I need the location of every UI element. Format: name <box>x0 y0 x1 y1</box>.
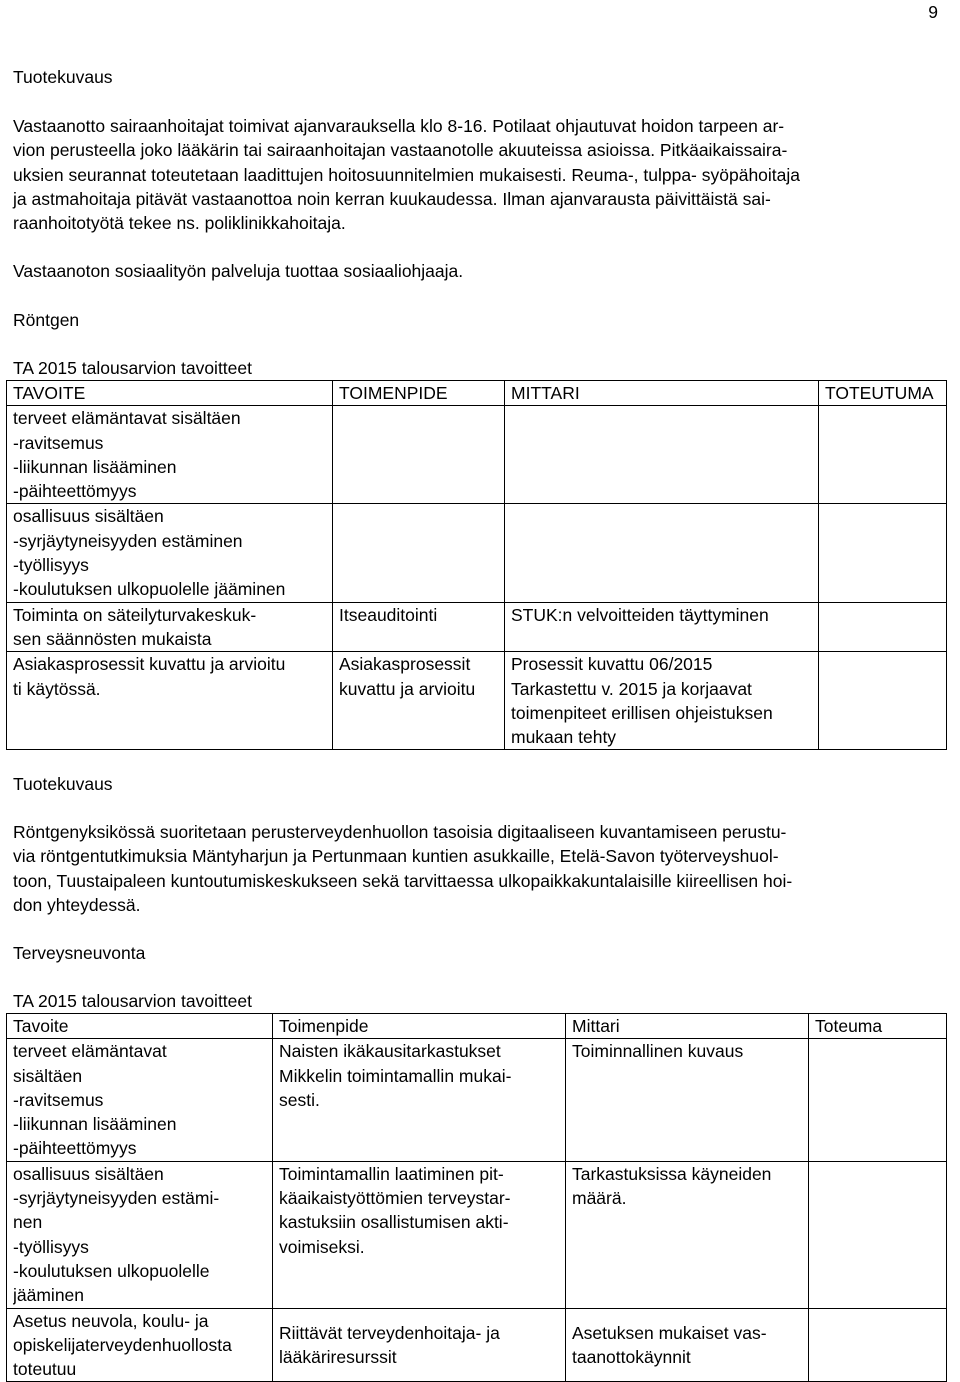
cell-line: -ravitsemus <box>13 432 104 453</box>
table-cell <box>566 1308 809 1382</box>
table-row <box>7 504 947 602</box>
cell-line: terveet elämäntavat sisältäen <box>13 408 241 429</box>
cell-line: Toiminnallinen kuvaus <box>572 1041 744 1062</box>
table-cell <box>7 1039 273 1161</box>
cell-line: Toiminta on säteilyturvakeskuk- <box>13 604 257 625</box>
table-cell <box>333 406 505 504</box>
cell-line: käaikaistyöttömien terveystar- <box>279 1188 511 1209</box>
table-cell <box>7 1161 273 1308</box>
header-cell: MITTARI <box>505 381 819 406</box>
table-title-terveysneuvonta: TA 2015 talousarvion tavoitteet <box>13 991 252 1011</box>
cell-line: Naisten ikäkausitarkastukset <box>279 1041 501 1062</box>
text-line: Vastaanotto sairaanhoitajat toimivat ajanvarauksella klo 8-16. Potilaat ohjautuvat hoidon tarpeen ar- <box>13 116 785 136</box>
table-cell <box>273 1039 566 1161</box>
table-cell <box>333 652 505 750</box>
cell-line: Tarkastuksissa käyneiden <box>572 1163 772 1184</box>
cell-line: ti käytössä. <box>13 678 101 699</box>
table-cell <box>505 652 819 750</box>
cell-line: -liikunnan lisääminen <box>13 456 177 477</box>
goals-table-rontgen <box>6 380 947 750</box>
cell-line: -liikunnan lisääminen <box>13 1114 177 1135</box>
cell-line: lääkäriresurssit <box>279 1346 397 1367</box>
table-cell <box>7 504 333 602</box>
header-cell: TOTEUTUMA <box>819 381 947 406</box>
table-cell <box>809 1039 947 1161</box>
text-line: uksien seurannat toteutetaan laadittujen hoitosuunnitelmien mukaisesti. Reuma-, tulppa- syöpähoitaja <box>13 164 801 185</box>
table-header-row <box>7 381 947 406</box>
cell-line: Asiakasprosessit <box>339 654 471 675</box>
cell-line: -syrjäytyneisyyden estämi- <box>13 1188 220 1209</box>
header-cell: Tavoite <box>7 1014 273 1039</box>
cell-line: Asiakasprosessit kuvattu ja arvioitu <box>13 654 286 675</box>
table-row <box>7 1308 947 1382</box>
table-cell <box>819 602 947 652</box>
table-cell <box>566 1039 809 1161</box>
cell-line: kastuksiin osallistumisen akti- <box>279 1212 509 1233</box>
cell-line: määrä. <box>572 1188 627 1209</box>
table-header-row <box>7 1014 947 1039</box>
cell-line: toimenpiteet erillisen ohjeistuksen <box>511 702 773 723</box>
paragraph-rontgen <box>13 820 948 917</box>
text-line: toon, Tuustaipaleen kuntoutumiskeskukseen sekä tarvittaessa ulkopaikkakuntalaisille kiireellisen hoi- <box>13 870 793 891</box>
text-line: ja astmahoitaja pitävät vastaanottoa noin kerran kuukaudessa. Ilman ajanvarausta päivittäistä sai- <box>13 188 771 209</box>
paragraph-sosiaalityo: Vastaanoton sosiaalityön palveluja tuottaa sosiaaliohjaaja. <box>13 261 464 281</box>
table-cell <box>273 1161 566 1308</box>
cell-line: Itseauditointi <box>339 604 438 625</box>
cell-line: Asetuksen mukaiset vas- <box>572 1322 767 1343</box>
section-heading-terveysneuvonta: Terveysneuvonta <box>13 943 146 963</box>
cell-line: sisältäen <box>13 1065 83 1086</box>
table-row <box>7 1161 947 1308</box>
table-cell <box>7 1308 273 1382</box>
table-title-rontgen: TA 2015 talousarvion tavoitteet <box>13 358 252 378</box>
cell-line: -päihteettömyys <box>13 481 137 502</box>
cell-line: -koulutuksen ulkopuolelle jääminen <box>13 579 286 600</box>
cell-line: STUK:n velvoitteiden täyttyminen <box>511 604 769 625</box>
cell-line: voimiseksi. <box>279 1236 365 1257</box>
cell-line: sen säännösten mukaista <box>13 628 212 649</box>
cell-line: Riittävät terveydenhoitaja- ja <box>279 1322 500 1343</box>
cell-line: terveet elämäntavat <box>13 1041 167 1062</box>
table-cell <box>7 602 333 652</box>
table-cell <box>809 1161 947 1308</box>
cell-line: Prosessit kuvattu 06/2015 <box>511 654 713 675</box>
table-row <box>7 406 947 504</box>
text-line: via röntgentutkimuksia Mäntyharjun ja Pertunmaan kuntien asukkaille, Etelä-Savon työterveyshuol- <box>13 846 779 867</box>
table-cell <box>7 652 333 750</box>
section-heading-rontgen: Röntgen <box>13 310 80 330</box>
cell-line: osallisuus sisältäen <box>13 506 164 527</box>
table-cell <box>505 406 819 504</box>
section-heading-tuotekuvaus: Tuotekuvaus <box>13 67 113 87</box>
cell-line: Toimintamallin laatiminen pit- <box>279 1163 504 1184</box>
cell-line: mukaan tehty <box>511 727 617 748</box>
table-cell <box>333 504 505 602</box>
table-row <box>7 1039 947 1161</box>
paragraph-vastaanotto <box>13 114 948 235</box>
cell-line: -päihteettömyys <box>13 1138 137 1159</box>
table-row <box>7 652 947 750</box>
cell-line: -koulutuksen ulkopuolelle <box>13 1260 210 1281</box>
table-cell <box>819 406 947 504</box>
goals-table-terveysneuvonta <box>6 1013 947 1382</box>
table-cell <box>809 1308 947 1382</box>
cell-line: taanottokäynnit <box>572 1346 691 1367</box>
cell-line: nen <box>13 1212 43 1233</box>
table-cell <box>505 602 819 652</box>
page-number: 9 <box>928 2 938 22</box>
header-cell: Toteuma <box>809 1014 947 1039</box>
text-line: don yhteydessä. <box>13 894 141 915</box>
cell-line: -työllisyys <box>13 1236 89 1257</box>
subheading-tuotekuvaus: Tuotekuvaus <box>13 774 113 794</box>
cell-line: Asetus neuvola, koulu- ja <box>13 1310 209 1331</box>
header-cell: TOIMENPIDE <box>333 381 505 406</box>
cell-line: Mikkelin toimintamallin mukai- <box>279 1065 512 1086</box>
header-cell: Mittari <box>566 1014 809 1039</box>
table-cell <box>505 504 819 602</box>
cell-line: -syrjäytyneisyyden estäminen <box>13 530 243 551</box>
cell-line: jääminen <box>13 1285 85 1306</box>
table-cell <box>819 504 947 602</box>
table-row <box>7 602 947 652</box>
table-cell <box>7 406 333 504</box>
cell-line: toteutuu <box>13 1359 77 1380</box>
cell-line: -ravitsemus <box>13 1089 104 1110</box>
text-line: raanhoitotyötä tekee ns. poliklinikkahoitaja. <box>13 213 346 234</box>
cell-line: opiskelijaterveydenhuollosta <box>13 1334 232 1355</box>
cell-line: osallisuus sisältäen <box>13 1163 164 1184</box>
text-line: vion perusteella joko lääkärin tai sairaanhoitajan vastaanotolle akuuteissa asioissa. Pitkäaikaissaira- <box>13 140 788 161</box>
cell-line: sesti. <box>279 1089 320 1110</box>
header-cell: Toimenpide <box>273 1014 566 1039</box>
table-cell <box>566 1161 809 1308</box>
table-cell <box>273 1308 566 1382</box>
cell-line: kuvattu ja arvioitu <box>339 678 476 699</box>
table-cell <box>819 652 947 750</box>
cell-line: Tarkastettu v. 2015 ja korjaavat <box>511 678 752 699</box>
text-line: Röntgenyksikössä suoritetaan perusterveydenhuollon tasoisia digitaaliseen kuvantamiseen perustu- <box>13 822 787 842</box>
cell-line: -työllisyys <box>13 555 89 576</box>
table-cell <box>333 602 505 652</box>
header-cell: TAVOITE <box>7 381 333 406</box>
